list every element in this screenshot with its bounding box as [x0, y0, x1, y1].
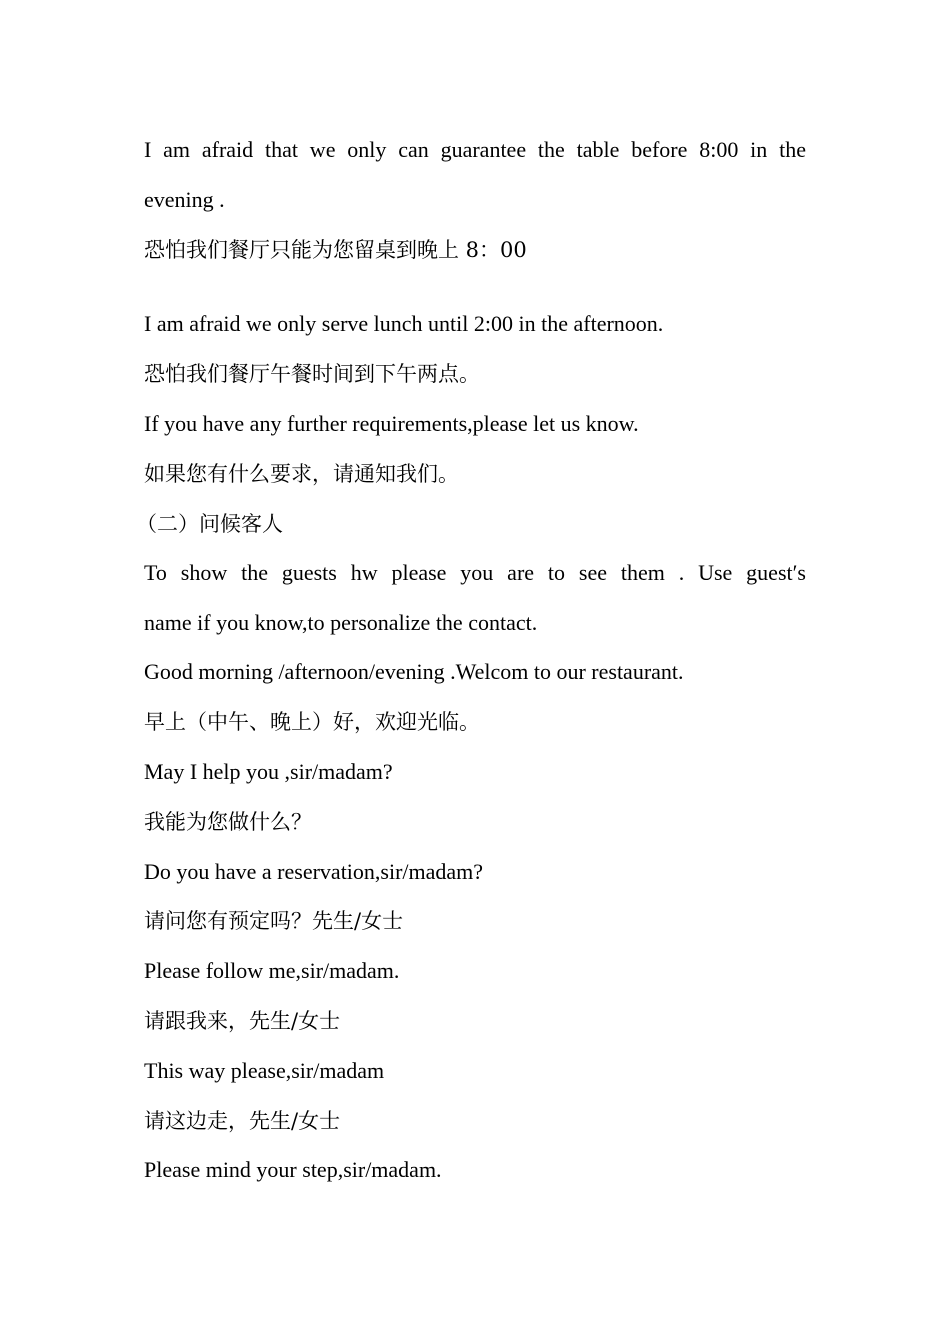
- section-heading: （二）问候客人: [136, 512, 283, 536]
- text-line-en: May I help you ,sir/madam?: [144, 759, 393, 784]
- text-line-en: Please follow me,sir/madam.: [144, 958, 400, 983]
- text-line-zh: 我能为您做什么？: [144, 810, 312, 834]
- text-line-zh: 请问您有预定吗？先生/女士: [144, 909, 404, 933]
- text-line-en: Good morning /afternoon/evening .Welcom to our restaurant.: [144, 659, 684, 684]
- text-line-en: I am afraid we only serve lunch until 2:00 in the afternoon.: [144, 311, 664, 336]
- text-line-en: Please mind your step,sir/madam.: [144, 1157, 442, 1182]
- text-line-en: name if you know,to personalize the contact.: [144, 610, 538, 635]
- text-line-en: I am afraid that we only can guarantee the table before 8:00 in the: [144, 137, 806, 162]
- text-line-en: If you have any further requirements,please let us know.: [144, 411, 639, 436]
- text-line-en: Do you have a reservation,sir/madam?: [144, 859, 484, 884]
- text-line-zh: 恐怕我们餐厅午餐时间到下午两点。: [144, 362, 480, 386]
- text-line-en: To show the guests hw please you are to see them . Use guest′s: [144, 560, 806, 585]
- text-line-zh: 请这边走，先生/女士: [144, 1109, 341, 1133]
- text-line-en: This way please,sir/madam: [144, 1058, 385, 1083]
- text-line-zh: 请跟我来，先生/女士: [144, 1009, 341, 1033]
- text-line-zh: 恐怕我们餐厅只能为您留桌到晚上 8：00: [144, 238, 527, 262]
- text-line-zh: 如果您有什么要求，请通知我们。: [144, 462, 459, 486]
- text-line-zh: 早上（中午、晚上）好，欢迎光临。: [144, 710, 480, 734]
- text-line-en: evening .: [144, 187, 225, 212]
